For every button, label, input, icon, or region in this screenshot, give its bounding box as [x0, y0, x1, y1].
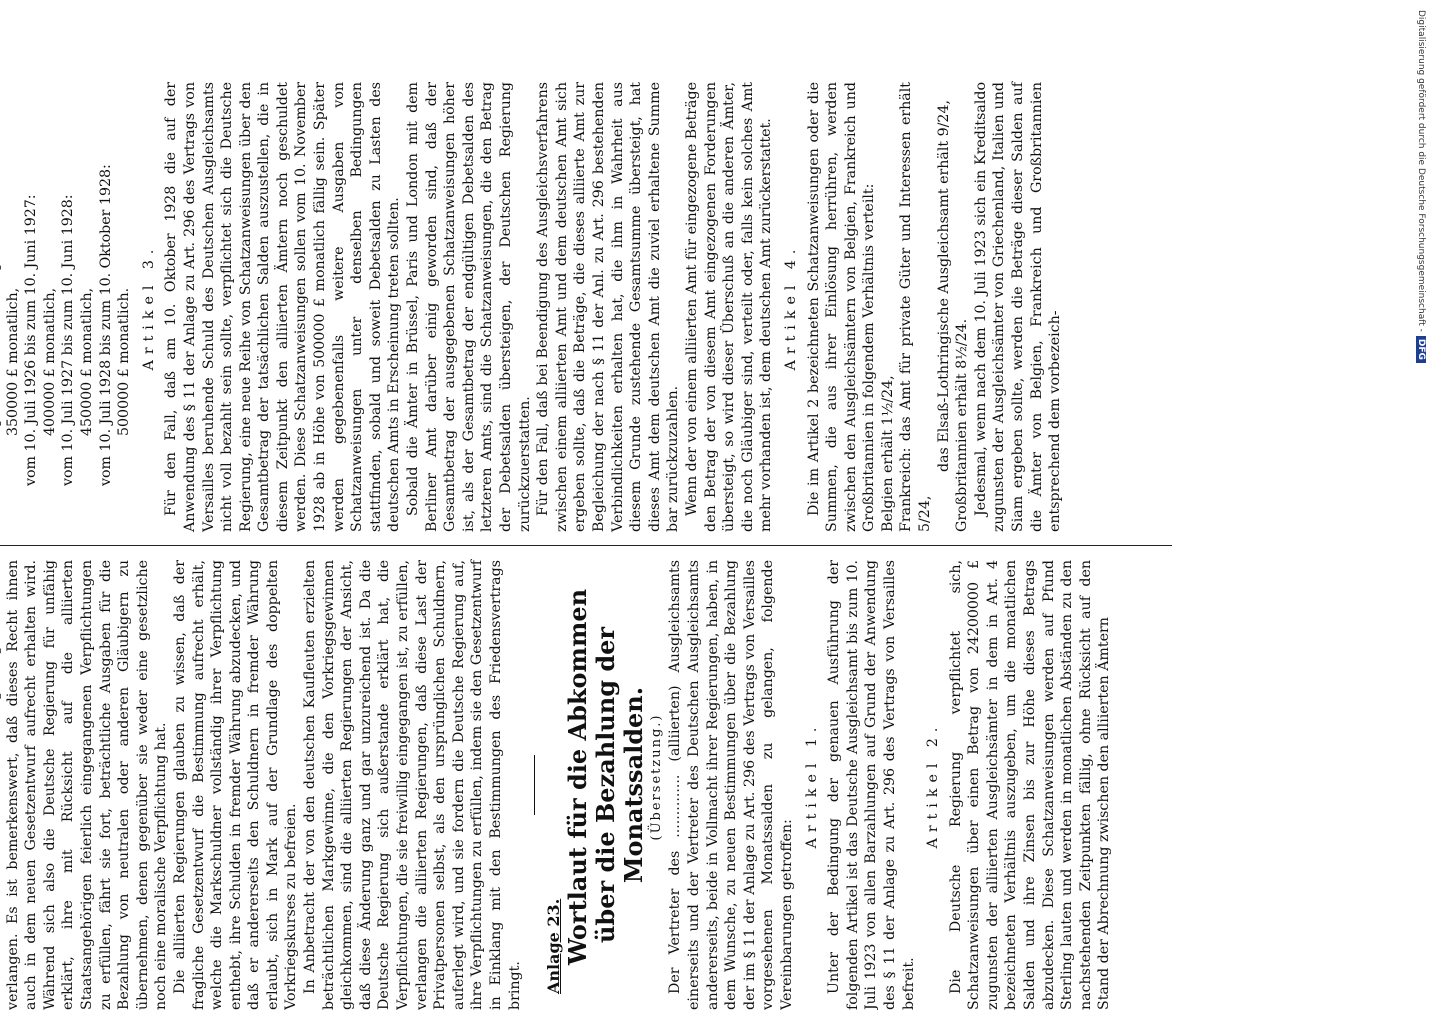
column-divider	[0, 545, 1172, 546]
separator	[534, 755, 535, 815]
share-item: Frankreich: das Amt für private Güter und Interessen erhält 5/24,	[898, 82, 934, 532]
annex-label: Anlage 23.	[544, 898, 564, 994]
annex-title: Wortlaut für die Abkommen über die Bezahlung der Monatssalden.	[562, 588, 648, 966]
paragraph: Jedesmal, wenn nach dem 10. Juli 1923 sich ein Kreditsaldo zugunsten der Ausgleichsämter von Griechenland, Italien und Siam ergeben sollte, werden die Beträge dieser Salden auf die Ämter von Belgien, Frankreich und Großbritannien entsprechend dem vorbezeich-	[972, 82, 1064, 532]
period-item: vom 10. Juli 1928 bis zum 10. Oktober 1928: 500000 £ monatlich.	[97, 164, 133, 486]
period-list	[0, 82, 134, 532]
paragraph: Für den Fall, daß am 10. Oktober 1928 die auf der Anwendung des § 11 der Anlage zu Art. 296 des Vertrags von Versailles beruhende Schuld des Deutschen Ausgleichsamts nicht voll bezahlt sein sollte, verpflichtet sich die Deutsche Regierung, eine neue Reihe von Schatzanweisungen über den Gesamtbetrag der tatsächlichen Salden auszustellen, die in diesem Zeitpunkt den alliierten Ämtern noch geschuldet werden. Diese Schatzanweisungen sollen vom 10. November 1928 ab in Höhe von 500000 £ monatlich fällig sein. Später werden gegebenenfalls weitere Ausgaben von Schatzanweisungen unter denselben Bedingungen stattfinden, sobald und soweit Debetsalden zu Lasten des deutschen Amts in Erscheinung treten sollten.	[163, 82, 403, 532]
paragraph: Der Vertreter des .............. (alliierten) Ausgleichsamts einerseits und der Vertreter des Deutschen Ausgleichsamts andererseits, beide in Vollmacht ihrer Regierungen, haben, in dem Wunsche, zu neuen Bestimmungen über die Bezahlung der im § 11 der Anlage zu Art. 296 des Vertrags von Versailles vorgesehenen Monatssalden zu gelangen, folgende Vereinbarungen getroffen:	[667, 560, 795, 1010]
article-heading: Artikel 2.	[925, 721, 942, 849]
article-heading: Artikel 1.	[803, 721, 820, 849]
paragraph: Die im Artikel 2 bezeichneten Schatzanweisungen oder die Summen, die aus ihrer Einlösung herrühren, werden zwischen den Ausgleichsämtern von Belgien, Frankreich und Großbritannien in folgendem Verhältnis verteilt:	[805, 82, 878, 532]
paragraph: In Anbetracht der von den deutschen Kaufleuten erzielten beträchtlichen Markgewinne, die den Vorkriegsgewinnen gleichkommen, sind die alliierten Regierungen der Ansicht, daß diese Änderung ganz und gar unzureichend ist. Da die Deutsche Regierung sich außerstande erklärt hat, die Verpflichtungen, die sie freiwillig eingegangen ist, zu erfüllen, verlangen die alliierten Regierungen, daß diese Last der Privatpersonen selbst, als den ursprünglichen Schuldnern, auferlegt wird, und sie fordern die Deutsche Regierung auf, ihre Verpflichtungen zu erfüllen, indem sie den Gesetzentwurf in Einklang mit den Bestimmungen des Friedensvertrags bringt.	[302, 560, 523, 1010]
paragraph: Sobald die Ämter in Brüssel, Paris und London mit dem Berliner Amt darüber einig geworden sind, daß der Gesamtbetrag der ausgegebenen Schatzanweisungen höher ist, als der Gesamtbetrag der endgültigen Debetsalden des letzteren Amts, sind die Schatzanweisungen, die den Betrag der Debetsalden übersteigen, der Deutschen Regierung zurückzuerstatten.	[405, 82, 533, 532]
translation-note: (Übersetzung.)	[648, 713, 664, 841]
paragraph: Die Deutsche Regierung verpflichtet sich, Schatzanweisungen über einen Betrag von 24200000 £ zugunsten der alliierten Ausgleichsämter in dem in Art. 4 bezeichneten Verhältnis auszugeben, um die monatlichen Salden und ihre Zinsen bis zur Höhe dieses Betrags abzudecken. Diese Schatzanweisungen werden auf Pfund Sterling lauten und werden in monatlichen Abständen zu den nachstehenden Zeitpunkten fällig, ohne Rücksicht auf den Stand der Abrechnung zwischen den alliierten Ämtern	[947, 560, 1113, 1010]
credit-text: Digitalisierung gefördert durch die Deutsche Forschungsgemeinschaft -	[1416, 10, 1426, 332]
share-item: Belgien erhält 1½/24,	[879, 375, 896, 532]
dfg-logo: DFG	[1416, 336, 1426, 363]
paragraph: Für den Fall, daß bei Beendigung des Ausgleichsverfahrens zwischen einem alliierten Amt und dem deutschen Amt sich ergeben sollte, daß die Beträge, die dieses alliierte Amt zur Begleichung der nach § 11 der Anl. zu Art. 296 bestehenden Verbindlichkeiten erhalten hat, die ihm in Wahrheit aus diesem Grunde zustehende Gesamtsumme übersteigt, hat dieses Amt dem deutschen Amt die zuviel erhaltene Summe bar zurückzuzahlen.	[535, 82, 682, 532]
paragraph: Unter der Bedingung der genauen Ausführung der folgenden Artikel ist das Deutsche Ausgleichsamt bis zum 10. Juli 1923 von allen Barzahlungen auf Grund der Anwendung des § 11 der Anlage zu Art. 296 des Vertrags von Versailles befreit.	[826, 560, 917, 1010]
digitization-credit	[1404, 10, 1428, 990]
period-item: 350000 £ monatlich,	[4, 287, 21, 436]
rotated-page	[0, 70, 1180, 1010]
article-heading: Artikel 3.	[140, 243, 157, 371]
article-heading: Artikel 4.	[782, 243, 799, 371]
period-item: vom 10. Juli 1927 bis zum 10. Juni 1928: 450000 £ monatlich,	[60, 194, 95, 486]
share-item: Großbritannien erhält 8½/24.	[954, 318, 971, 532]
period-item: vom 10. Juli 1926 bis zum 10. Juni 1927: 400000 £ monatlich,	[23, 194, 58, 486]
paragraph: Die alliierten Regierungen glauben zu wissen, daß der fragliche Gesetzentwurf die Bestimmung aufrecht erhält, welche die Markschuldner vollständig ihrer Verpflichtung enthebt, ihre Schulden in fremder Währung abzudecken, und daß er andererseits den Schuldnern in fremder Währung erlaubt, sich in Mark auf der Grundlage des doppelten Vorkriegskurses zu befreien.	[171, 560, 300, 1010]
share-item: das Elsaß-Lothringische Ausgleichsamt erhält 9/24,	[935, 100, 952, 472]
paragraph: verlangen. Es ist bemerkenswert, daß dieses Recht ihnen auch in dem neuen Gesetzentwurf aufrecht erhalten wird. Während sich also die Deutsche Regierung für unfähig erklärt, ihre mit Rücksicht auf die alliierten Staatsangehörigen feierlich eingegangenen Verpflichtungen zu erfüllen, fährt sie fort, beträchtliche Ausgaben für die Bezahlung von neutralen oder anderen Gläubigern zu übernehmen, denen gegenüber sie weder eine gesetzliche noch eine moralische Verpflichtung hat.	[4, 560, 170, 1010]
paragraph: Wenn der von einem alliierten Amt für eingezogene Beträge den Betrag der von diesem Amt eingezogenen Forderungen übersteigt, so wird dieser Überschuß an die anderen Ämter, die noch Gläubiger sind, verteilt oder, falls kein solches Amt mehr vorhanden ist, dem deutschen Amt zurückerstattet.	[683, 82, 775, 532]
right-column	[0, 82, 1065, 532]
left-column	[0, 560, 1114, 1010]
